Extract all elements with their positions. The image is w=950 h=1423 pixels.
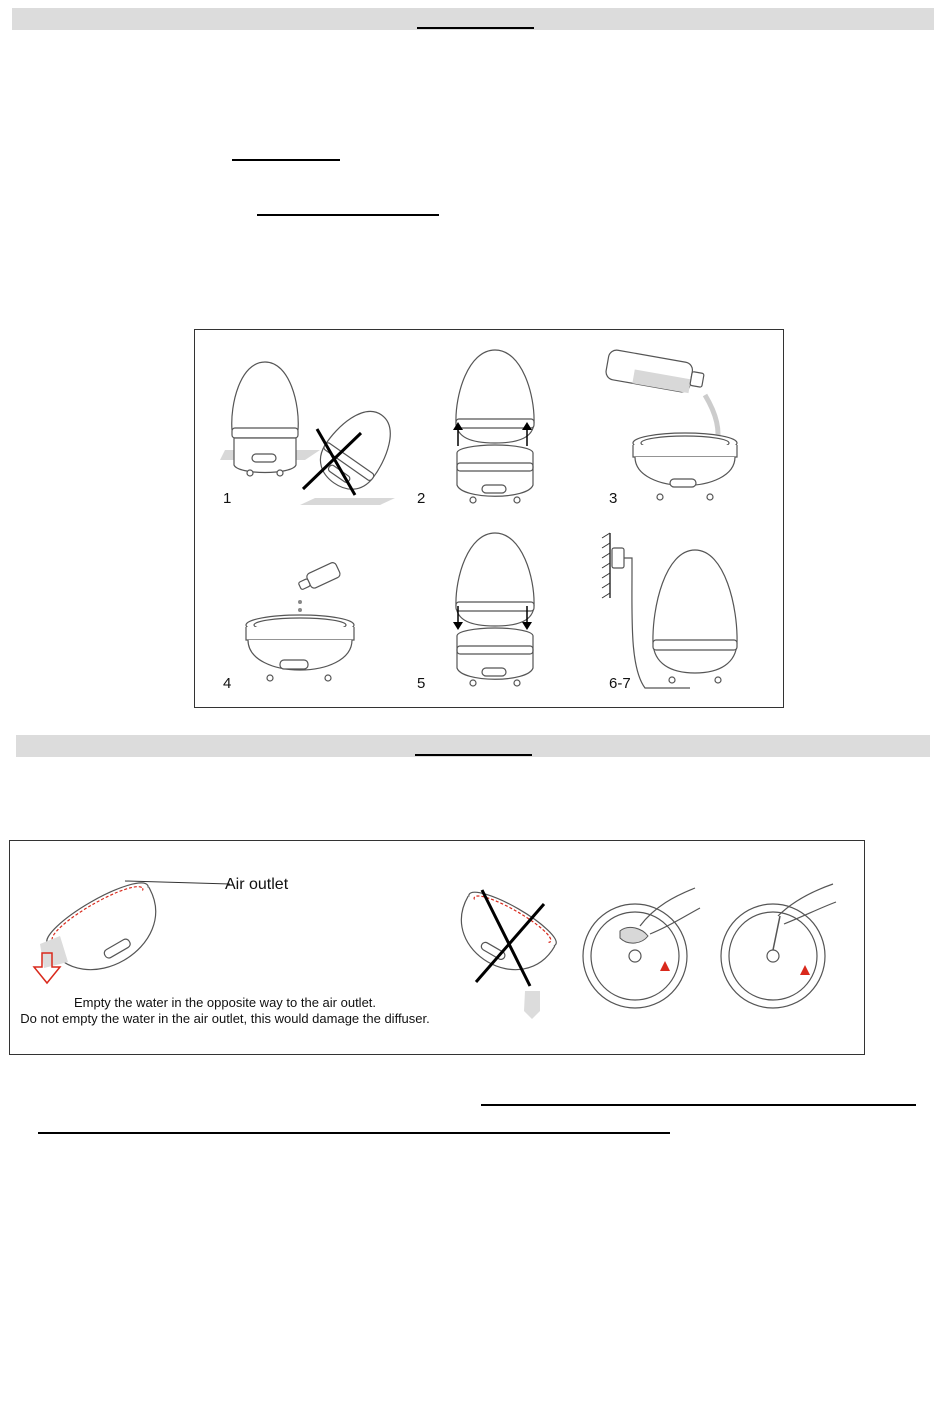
section-header-bar-2 [16, 735, 930, 757]
arrow-down-icon [453, 606, 463, 630]
underline-mark-3 [481, 1104, 916, 1106]
underline-mark-2 [257, 214, 439, 216]
tilted-reservoir-illustration [30, 866, 250, 1016]
air-outlet-label: Air outlet [225, 876, 289, 893]
underline-mark-1 [232, 159, 340, 161]
step-label-4: 4 [223, 675, 232, 692]
wipe-with-cloth-illustration [580, 876, 710, 1016]
emptying-note-line-2: Do not empty the water in the air outlet, this would damage the diffuser. [20, 1011, 430, 1026]
step-label-3: 3 [609, 490, 618, 507]
arrow-up-icon [453, 422, 463, 446]
arrow-down-icon [522, 606, 532, 630]
step-3-illustration [605, 345, 785, 515]
clean-with-swab-illustration [718, 876, 848, 1016]
warning-triangle-icon [660, 961, 670, 971]
warning-triangle-icon [800, 965, 810, 975]
step-label-1: 1 [223, 490, 232, 507]
setup-steps-figure [194, 329, 784, 708]
pour-arrow-icon [34, 953, 60, 983]
underline-mark-4 [38, 1132, 670, 1134]
step-label-2: 2 [417, 490, 426, 507]
arrow-up-icon [522, 422, 532, 446]
section-title-underline-2 [415, 754, 532, 756]
emptying-instructions [10, 995, 440, 1027]
section-title-underline-1 [417, 27, 534, 29]
cross-out-icon [297, 425, 377, 505]
section-header-bar-1 [12, 8, 934, 30]
step-6-7-illustration [600, 528, 780, 698]
step-label-5: 5 [417, 675, 426, 692]
emptying-note-line-1: Empty the water in the opposite way to the air outlet. [73, 995, 377, 1010]
step-label-6-7: 6-7 [609, 675, 631, 692]
step-4-illustration [240, 550, 420, 700]
cleaning-figure [9, 840, 865, 1055]
cross-out-icon [468, 886, 548, 996]
